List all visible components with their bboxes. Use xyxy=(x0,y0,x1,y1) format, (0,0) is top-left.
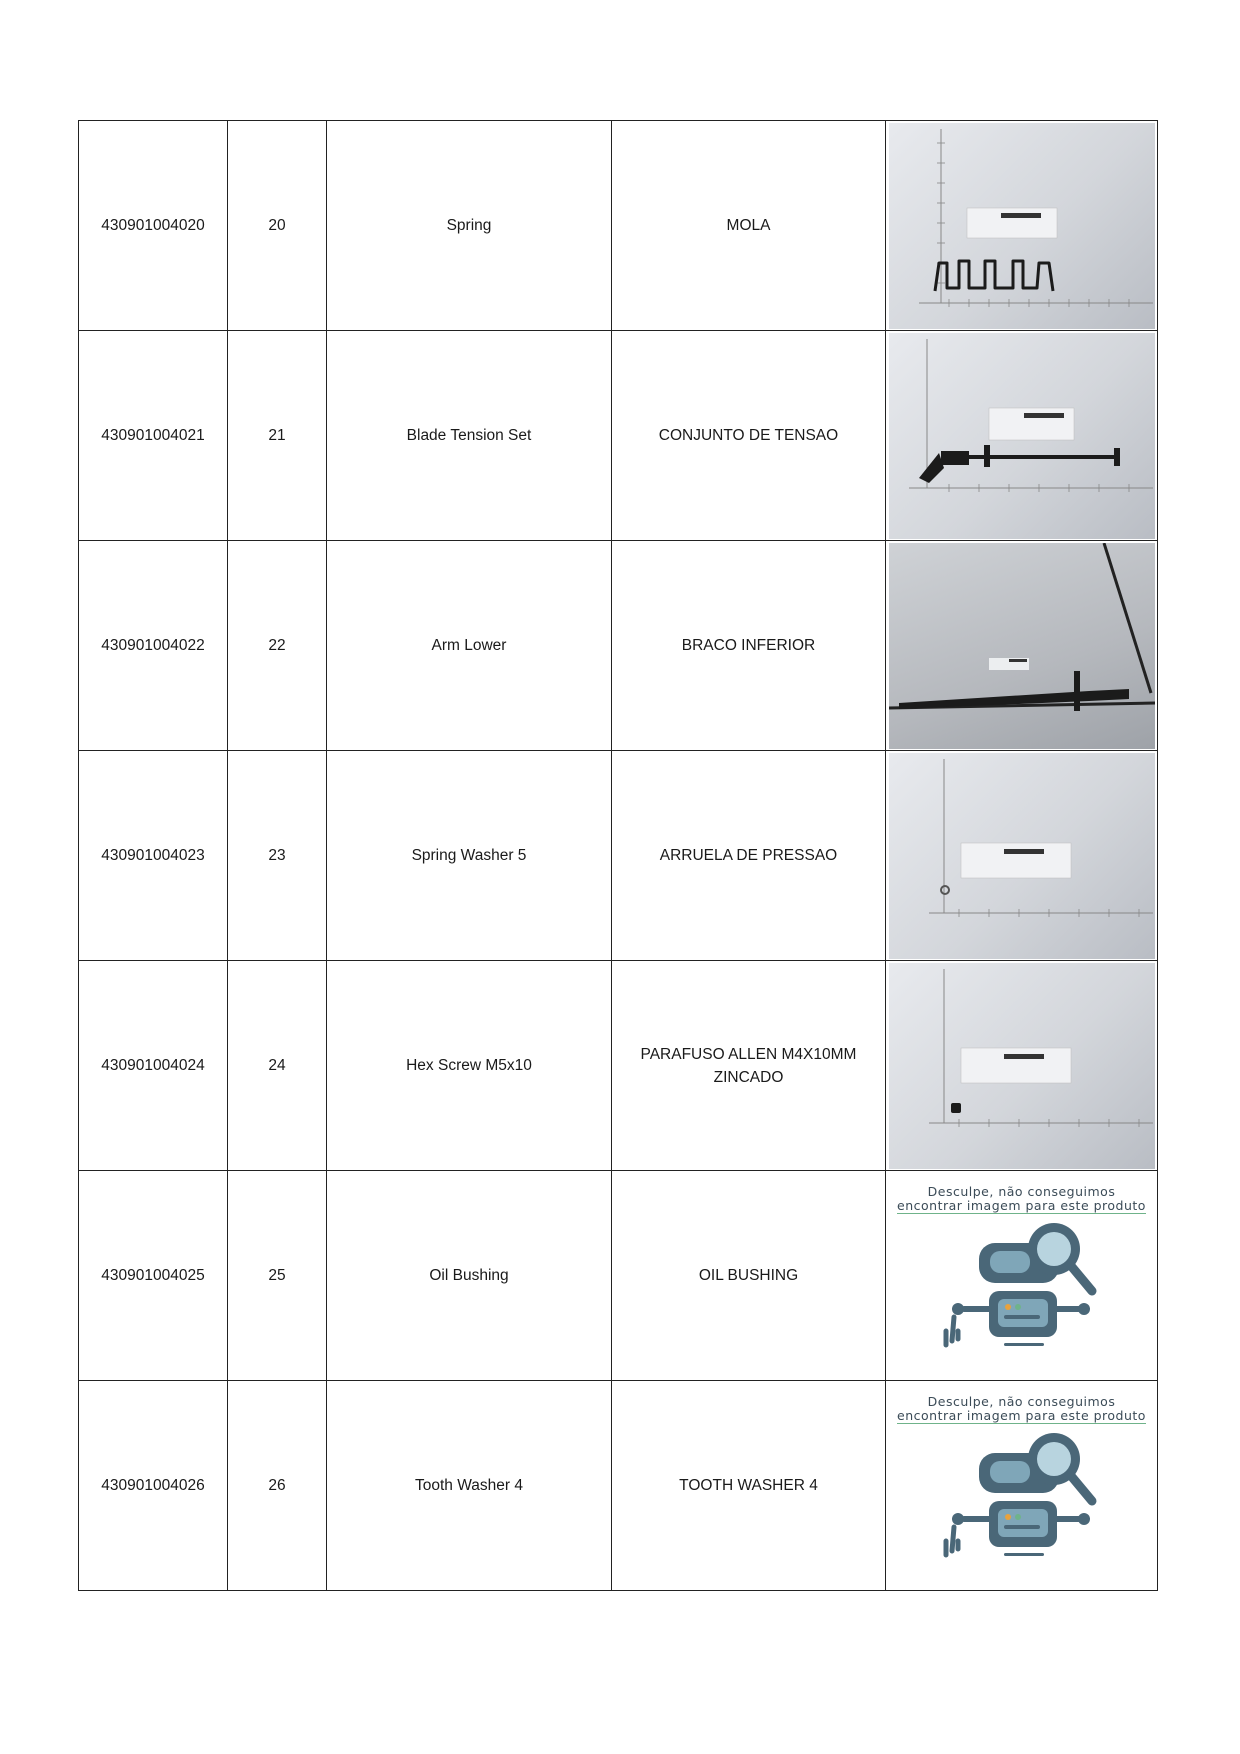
table-row xyxy=(79,1381,1158,1591)
blade-tension-set-photo xyxy=(889,333,1155,539)
part-image-cell xyxy=(886,961,1158,1171)
item-number: 22 xyxy=(228,541,327,751)
part-name-en: Blade Tension Set xyxy=(327,331,612,541)
part-image-cell xyxy=(886,121,1158,331)
table-row xyxy=(79,541,1158,751)
spring-photo xyxy=(889,123,1155,329)
robot-magnifier-icon xyxy=(934,1431,1114,1581)
part-name-pt: CONJUNTO DE TENSAO xyxy=(612,331,886,541)
part-name-en: Spring xyxy=(327,121,612,331)
item-number: 26 xyxy=(228,1381,327,1591)
part-name-en: Arm Lower xyxy=(327,541,612,751)
no-image-caption xyxy=(889,1185,1155,1213)
part-image-cell xyxy=(886,1171,1158,1381)
part-image-cell xyxy=(886,331,1158,541)
part-image-cell xyxy=(886,1381,1158,1591)
arm-lower-photo xyxy=(889,543,1155,749)
part-name-en: Oil Bushing xyxy=(327,1171,612,1381)
spring-washer-photo xyxy=(889,753,1155,959)
no-image-placeholder xyxy=(889,1383,1155,1589)
item-number: 23 xyxy=(228,751,327,961)
part-name-en: Tooth Washer 4 xyxy=(327,1381,612,1591)
part-name-pt: OIL BUSHING xyxy=(612,1171,886,1381)
part-code: 430901004021 xyxy=(79,331,228,541)
part-name-pt: PARAFUSO ALLEN M4X10MM ZINCADO xyxy=(612,961,886,1171)
no-image-caption-line1: Desculpe, não conseguimos xyxy=(927,1183,1116,1199)
table-row xyxy=(79,1171,1158,1381)
no-image-caption-line2: encontrar imagem para este produto xyxy=(897,1407,1146,1423)
part-code: 430901004025 xyxy=(79,1171,228,1381)
table-row xyxy=(79,121,1158,331)
part-code: 430901004020 xyxy=(79,121,228,331)
no-image-caption-line1: Desculpe, não conseguimos xyxy=(927,1393,1116,1409)
item-number: 24 xyxy=(228,961,327,1171)
hex-screw-photo xyxy=(889,963,1155,1169)
robot-magnifier-icon xyxy=(934,1221,1114,1371)
table-row xyxy=(79,961,1158,1171)
part-code: 430901004024 xyxy=(79,961,228,1171)
part-name-en: Hex Screw M5x10 xyxy=(327,961,612,1171)
parts-table xyxy=(78,120,1158,1591)
part-name-pt: TOOTH WASHER 4 xyxy=(612,1381,886,1591)
item-number: 25 xyxy=(228,1171,327,1381)
item-number: 20 xyxy=(228,121,327,331)
no-image-caption xyxy=(889,1395,1155,1423)
part-code: 430901004022 xyxy=(79,541,228,751)
table-row xyxy=(79,331,1158,541)
part-code: 430901004023 xyxy=(79,751,228,961)
part-name-pt: ARRUELA DE PRESSAO xyxy=(612,751,886,961)
no-image-placeholder xyxy=(889,1173,1155,1379)
no-image-caption-line2: encontrar imagem para este produto xyxy=(897,1197,1146,1213)
part-code: 430901004026 xyxy=(79,1381,228,1591)
part-image-cell xyxy=(886,751,1158,961)
part-name-pt: BRACO INFERIOR xyxy=(612,541,886,751)
part-image-cell xyxy=(886,541,1158,751)
part-name-pt: MOLA xyxy=(612,121,886,331)
part-name-en: Spring Washer 5 xyxy=(327,751,612,961)
table-row xyxy=(79,751,1158,961)
item-number: 21 xyxy=(228,331,327,541)
